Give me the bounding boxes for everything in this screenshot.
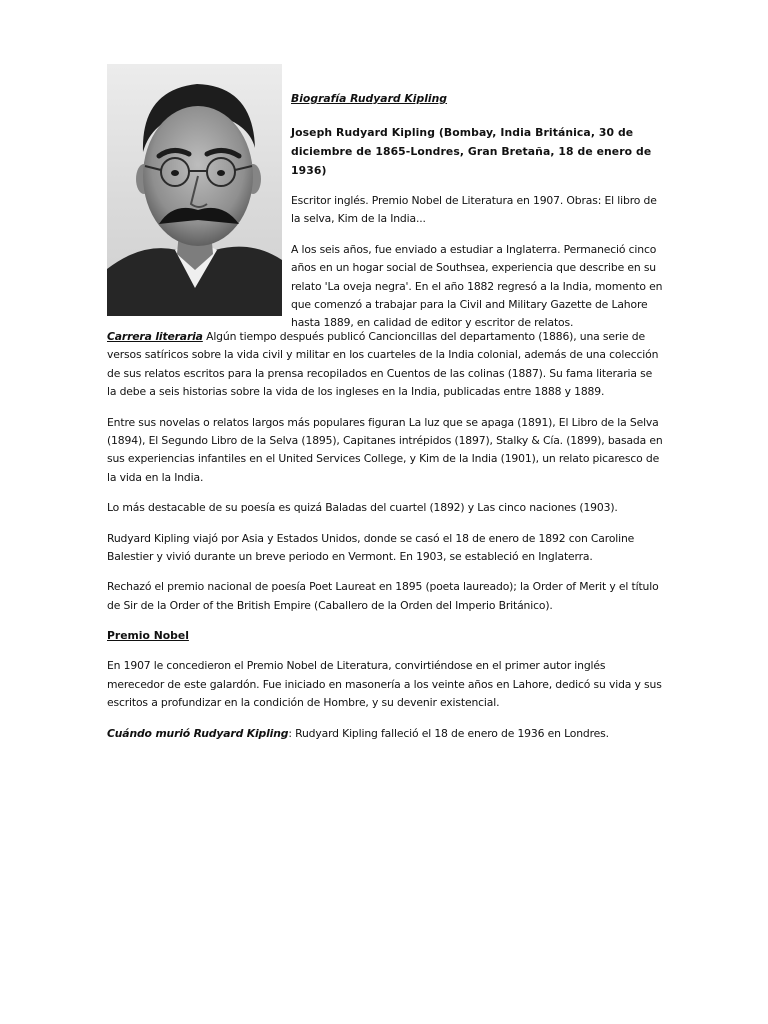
intro-paragraph: Escritor inglés. Premio Nobel de Literatura en 1907. Obras: El libro de la selva, Kim de la India...: [291, 194, 657, 226]
intro-section: [291, 90, 663, 333]
career-paragraph: [107, 328, 663, 402]
portrait-photo: [107, 64, 282, 316]
nobel-heading: Premio Nobel: [107, 629, 189, 643]
document-title: Biografía Rudyard Kipling: [291, 92, 448, 105]
death-heading: Cuándo murió Rudyard Kipling: [107, 726, 289, 740]
career-heading: Carrera literaria: [107, 330, 203, 343]
portrait-illustration: [107, 64, 282, 316]
novels-paragraph: Entre sus novelas o relatos largos más populares figuran La luz que se apaga (1891), El Libro de la Selva (1894), El Segundo Libro de la Selva (1895), Capitanes intrépidos (1897), Stalky & Cía. (1899), basada en sus experiencias infantiles en el United Services College, y Kim de la India (1901), un relato picaresco de la vida en la India.: [107, 415, 663, 484]
full-name-heading: Joseph Rudyard Kipling (Bombay, India Británica, 30 de diciembre de 1865-Londres, Gran Bretaña, 18 de enero de 1936): [291, 126, 652, 177]
nobel-paragraph: En 1907 le concedieron el Premio Nobel de Literatura, convirtiéndose en el primer autor inglés merecedor de este galardón. Fue iniciado en masonería a los veinte años en Lahore, dedicó su vida y sus escritos a profundizar en la condición de Hombre, y su devenir existencial.: [107, 659, 662, 710]
death-text: : Rudyard Kipling falleció el 18 de enero de 1936 en Londres.: [288, 726, 609, 740]
honours-paragraph: Rechazó el premio nacional de poesía Poet Laureat en 1895 (poeta laureado); la Order of Merit y el título de Sir de la Order of the British Empire (Caballero de la Orden del Imperio Británico).: [107, 580, 659, 612]
poetry-paragraph: Lo más destacable de su poesía es quizá Baladas del cuartel (1892) y Las cinco naciones (1903).: [107, 501, 618, 515]
death-paragraph: [107, 725, 663, 743]
travel-paragraph: Rudyard Kipling viajó por Asia y Estados Unidos, donde se casó el 18 de enero de 1892 con Caroline Balestier y vivió durante un breve periodo en Vermont. En 1903, se estableció en Inglaterra.: [107, 531, 635, 564]
biography-body: [107, 328, 663, 743]
childhood-paragraph: A los seis años, fue enviado a estudiar a Inglaterra. Permaneció cinco años en un hogar social de Southsea, experiencia que describe en su relato 'La oveja negra'. En el año 1882 regresó a la India, momento en que comenzó a trabajar para la Civil and Military Gazette de Lahore hasta 1889, en calidad de editor y escritor de relatos.: [291, 242, 663, 330]
career-text: Algún tiempo después publicó Cancioncillas del departamento (1886), una serie de versos satíricos sobre la vida civil y militar en los cuarteles de la India colonial, además de una colección de sus relatos escritos para la prensa recopilados en Cuentos de las colinas (1887). Su fama literaria se la debe a seis historias sobre la vida de los ingleses en la India, publicadas entre 1888 y 1889.: [107, 330, 659, 399]
